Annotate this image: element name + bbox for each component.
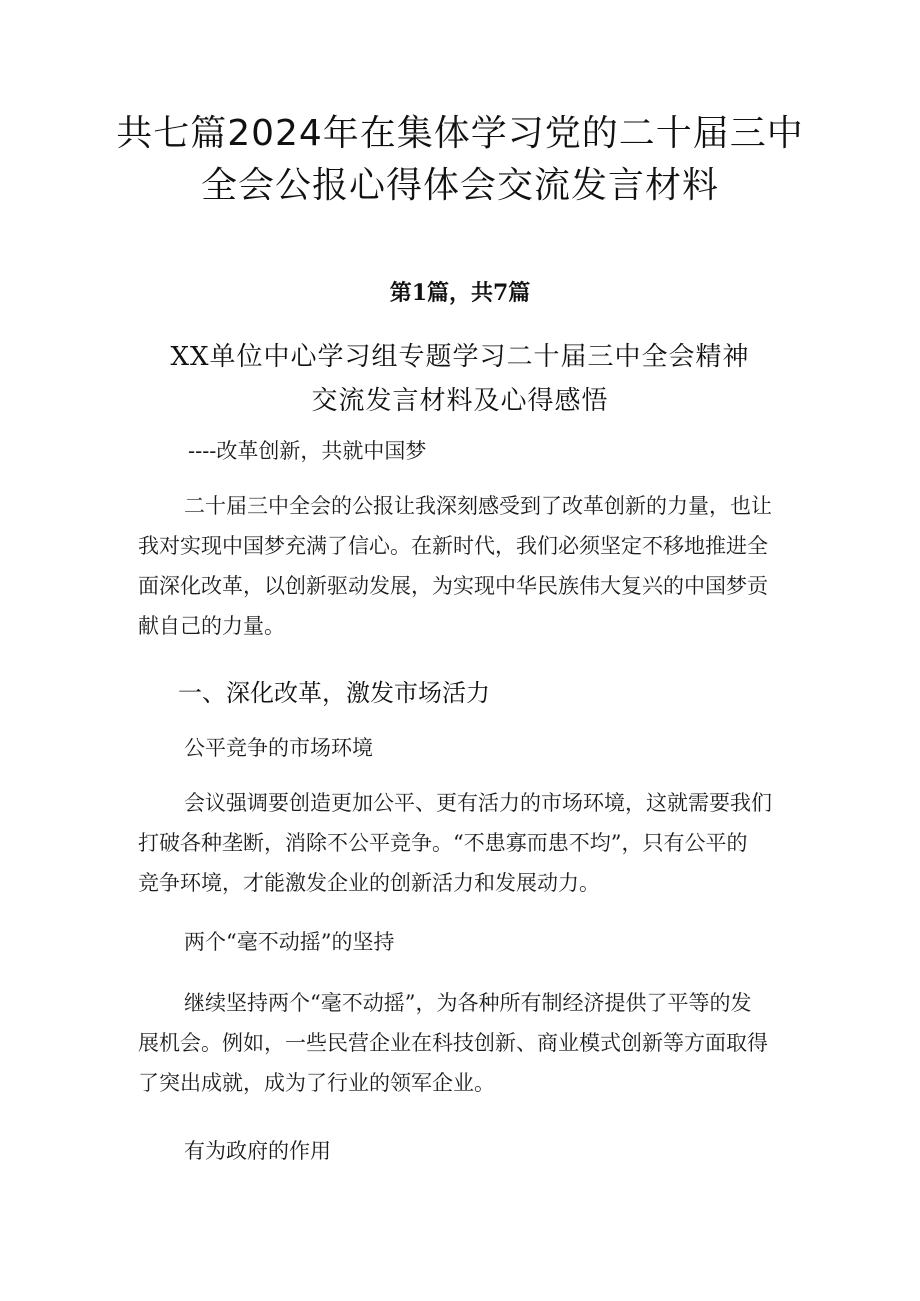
subsection-title: 公平竞争的市场环境	[184, 736, 373, 760]
paragraph-line: 展机会。例如，一些民营企业在科技创新、商业模式创新等方面取得	[138, 1031, 768, 1055]
paragraph-line: 献自己的力量。	[138, 614, 285, 638]
article-subtitle	[0, 335, 920, 423]
paragraph-line: 二十届三中全会的公报让我深刻感受到了改革创新的力量，也让	[184, 494, 772, 518]
subtitle-line-1: XX单位中心学习组专题学习二十届三中全会精神	[170, 342, 750, 372]
intro-paragraph	[138, 486, 788, 646]
subtitle-line-2: 交流发言材料及心得感悟	[311, 386, 609, 416]
title-line-2: 全会公报心得体会交流发言材料	[200, 165, 719, 206]
subsection-title: 两个“毫不动摇”的坚持	[184, 930, 395, 954]
paragraph-line: 继续坚持两个“毫不动摇”，为各种所有制经济提供了平等的发	[184, 991, 752, 1015]
paragraph-line: 我对实现中国梦充满了信心。在新时代，我们必须坚定不移地推进全	[138, 534, 768, 558]
byline: ----改革创新，共就中国梦	[188, 439, 427, 463]
paragraph-line: 竞争环境，才能激发企业的创新活力和发展动力。	[138, 871, 600, 895]
subsection-title: 有为政府的作用	[184, 1139, 331, 1163]
part-label: 第1篇，共7篇	[389, 280, 531, 306]
subsection-paragraph	[138, 783, 788, 903]
paragraph-line: 面深化改革，以创新驱动发展，为实现中华民族伟大复兴的中国梦贡	[138, 574, 768, 598]
title-line-1: 共七篇2024年在集体学习党的二十届三中	[116, 113, 804, 154]
document-title	[0, 108, 920, 212]
paragraph-line: 了突出成就，成为了行业的领军企业。	[138, 1071, 495, 1095]
section-heading: 一、深化改革，激发市场活力	[178, 679, 490, 707]
subsection-paragraph	[138, 983, 788, 1103]
paragraph-line: 打破各种垄断，消除不公平竞争。“不患寡而患不均”，只有公平的	[138, 831, 748, 855]
paragraph-line: 会议强调要创造更加公平、更有活力的市场环境，这就需要我们	[184, 791, 772, 815]
